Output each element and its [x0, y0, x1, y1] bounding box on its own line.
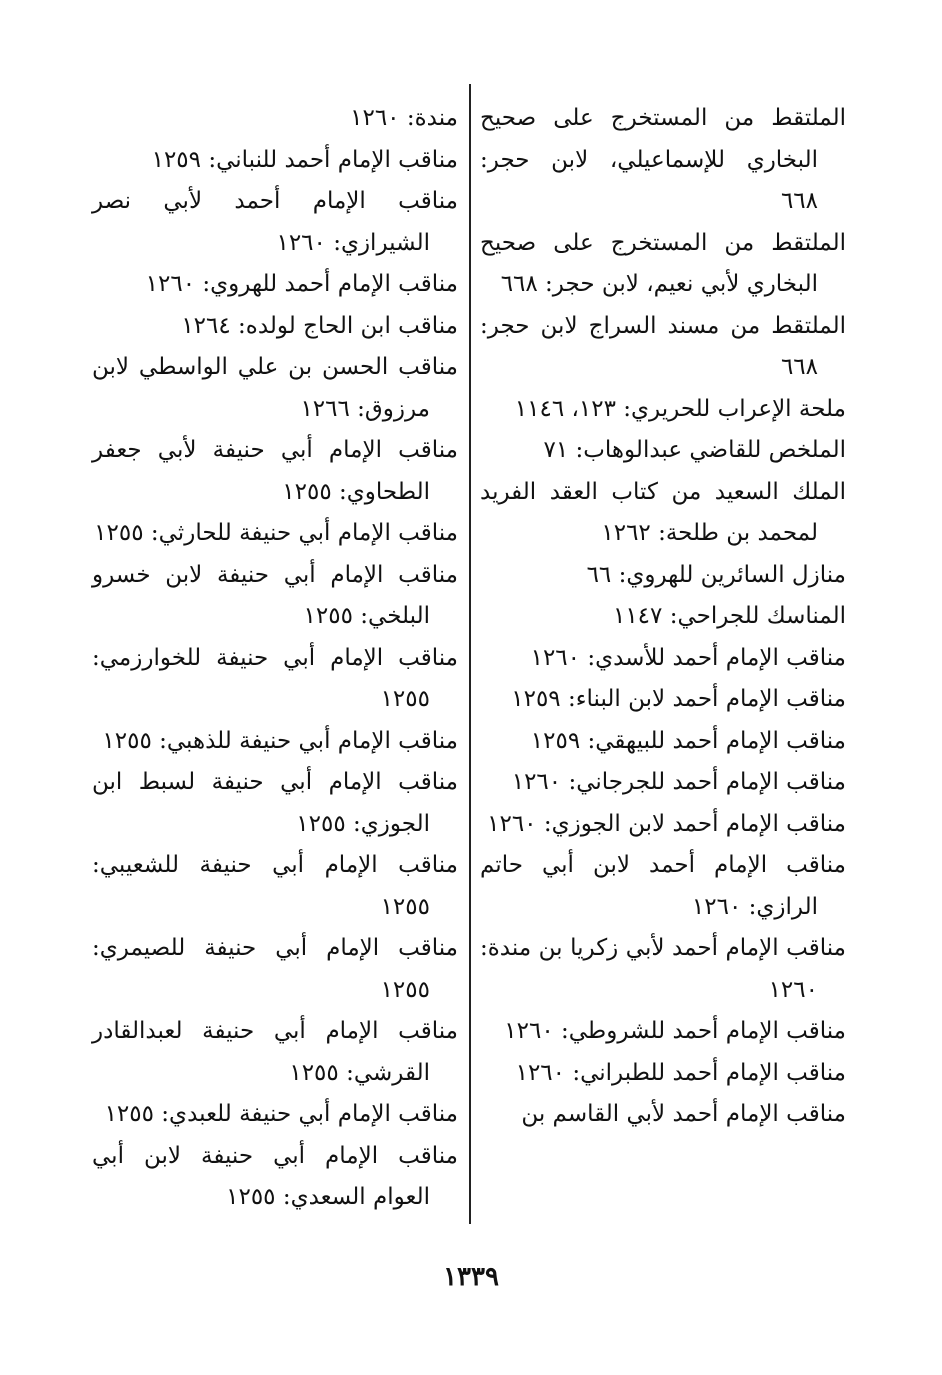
index-entry: مناقب الإمام أحمد للشروطي: ١٢٦٠ — [504, 1018, 846, 1044]
index-entry: الملتقط من المستخرج على صحيح البخاري لأبي نعيم، لابن حجر: ٦٦٨ — [480, 229, 846, 297]
index-entry: الملك السعيد من كتاب العقد الفريد لمحمد بن طلحة: ١٢٦٢ — [480, 478, 846, 546]
index-entry: مناقب الإمام أحمد لأبي القاسم بن — [521, 1101, 846, 1127]
index-entry: مناقب الإمام أحمد للنباني: ١٢٥٩ — [151, 146, 458, 173]
index-entry: منازل السائرين للهروي: ٦٦ — [586, 561, 846, 588]
index-entry: مندة: ١٢٦٠ — [350, 105, 458, 131]
index-entry: ملحة الإعراب للحريري: ١٢٣، ١١٤٦ — [514, 395, 846, 422]
index-entry: مناقب الإمام أبي حنيفة لابن خسرو البلخي: ١٢٥٥ — [92, 561, 458, 629]
index-entry: مناقب الإمام أحمد للطبراني: ١٢٦٠ — [515, 1059, 846, 1086]
index-entry: مناقب الإمام أحمد للهروي: ١٢٦٠ — [145, 271, 458, 297]
index-entry: مناقب الإمام أبي حنيفة للعبدي: ١٢٥٥ — [104, 1101, 458, 1127]
index-entry: مناقب الإمام أبي حنيفة للخوارزمي: ١٢٥٥ — [92, 644, 458, 712]
page-number: ١٣٣٩ — [443, 1262, 499, 1292]
left-column — [92, 98, 458, 1248]
index-entry: مناقب الإمام أحمد للجرجاني: ١٢٦٠ — [511, 769, 846, 795]
index-entry: مناقب الإمام أبي حنيفة لعبدالقادر القرشي: ١٢٥٥ — [92, 1018, 458, 1086]
index-entry: مناقب الإمام أبي حنيفة للحارثي: ١٢٥٥ — [94, 520, 458, 546]
index-entry: مناقب الإمام أبي حنيفة للذهبي: ١٢٥٥ — [102, 727, 458, 754]
index-entry: مناقب الإمام أبي حنيفة لابن أبي العوام السعدي: ١٢٥٥ — [92, 1142, 458, 1210]
index-entry: مناقب الإمام أبي حنيفة للشعيبي: ١٢٥٥ — [92, 852, 458, 920]
index-entry: مناقب الإمام أحمد لابن أبي حاتم الرازي: ١٢٦٠ — [480, 852, 846, 920]
index-entry: المناسك للجراحي: ١١٤٧ — [612, 603, 846, 629]
index-entry: مناقب الإمام أحمد لابن الجوزي: ١٢٦٠ — [487, 810, 846, 837]
index-entry: مناقب الإمام أبي حنيفة لأبي جعفر الطحاوي: ١٢٥٥ — [92, 437, 458, 505]
index-entry: مناقب الإمام أحمد للبيهقي: ١٢٥٩ — [530, 727, 846, 754]
index-entry: مناقب الإمام أبي حنيفة لسبط ابن الجوزي: ١٢٥٥ — [92, 769, 458, 837]
index-entry: مناقب الإمام أحمد لابن البناء: ١٢٥٩ — [511, 686, 846, 712]
index-entry: مناقب الإمام أبي حنيفة للصيمري: ١٢٥٥ — [92, 935, 458, 1003]
index-entry: الملتقط من مسند السراج لابن حجر: ٦٦٨ — [480, 312, 846, 380]
index-entry: مناقب الإمام أحمد لأبي نصر الشيرازي: ١٢٦٠ — [92, 188, 458, 256]
index-entry: الملخص للقاضي عبدالوهاب: ٧١ — [543, 437, 846, 463]
column-divider — [469, 84, 471, 1224]
index-entry: مناقب ابن الحاج لولده: ١٢٦٤ — [181, 312, 458, 339]
index-entry: مناقب الإمام أحمد لأبي زكريا بن مندة: ١٢٦٠ — [480, 935, 846, 1003]
right-column — [480, 98, 846, 1248]
index-entry: الملتقط من المستخرج على صحيح البخاري للإسماعيلي، لابن حجر: ٦٦٨ — [480, 105, 846, 214]
index-entry: مناقب الحسن بن علي الواسطي لابن مرزوق: ١٢٦٦ — [92, 354, 458, 422]
index-entry: مناقب الإمام أحمد للأسدي: ١٢٦٠ — [530, 644, 846, 671]
